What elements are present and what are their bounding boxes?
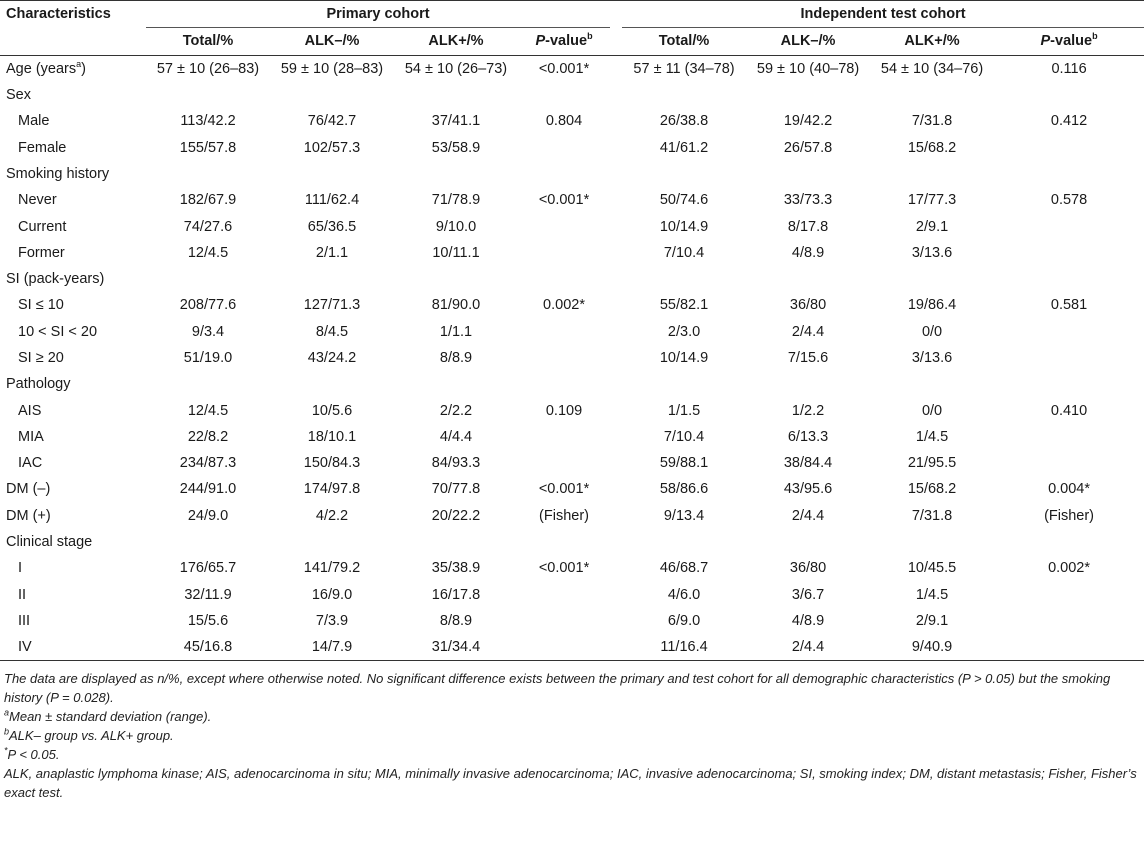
row-label: MIA [18,428,44,445]
table-row [0,187,1144,213]
table-cell: 2/4.4 [791,323,825,340]
table-cell [518,266,610,292]
table-cell: 127/71.3 [303,297,361,314]
table-cell: (Fisher) [1044,507,1095,524]
table-cell: 0/0 [921,402,943,419]
table-cell: 0.581 [1050,297,1088,314]
row-label: Smoking history [6,165,110,182]
table-cell: 0.002* [543,297,585,314]
table-row [0,608,1144,634]
table-cell [870,371,994,397]
table-cell: 2/1.1 [315,244,349,261]
row-label: Current [18,218,67,235]
table-cell: 16/9.0 [311,586,353,603]
table-cell [394,82,518,108]
table-row [0,555,1144,581]
table-cell [518,161,610,187]
table-cell [270,161,394,187]
row-label: Never [18,192,57,209]
table-cell: 8/4.5 [315,323,349,340]
table-cell: 10/14.9 [659,218,709,235]
table-cell: 8/17.8 [787,218,829,235]
table-cell: 11/16.4 [622,634,746,661]
table-cell: 1/4.5 [915,428,949,445]
row-label: Male [18,113,50,130]
table-cell: 24/9.0 [187,507,229,524]
footnote-a: $^a$Mean ± standard deviation (range). [4,708,212,725]
table-row [0,582,1144,608]
header-row-columns [0,28,1144,55]
table-cell [746,161,870,187]
table-cell: 7/10.4 [663,244,705,261]
table-cell: 113/42.2 [180,113,236,130]
table-cell: 41/61.2 [659,139,709,156]
table-cell: 7/31.8 [911,113,953,130]
row-label: DM (–) [6,481,51,498]
table-cell: <0.001* [538,60,590,77]
table-cell [394,371,518,397]
row-label: AIS [18,402,42,419]
table-cell: 1/1.1 [439,323,473,340]
table-cell: 43/24.2 [307,350,357,366]
table-cell: 7/3.9 [315,612,349,629]
table-cell [622,529,746,555]
table-cell: 10/14.9 [659,350,709,366]
table-cell: 15/5.6 [187,612,229,629]
row-label: IV [0,634,146,661]
table-cell: 76/42.7 [307,113,357,130]
table-cell: 15/68.2 [907,481,957,498]
table-cell: 9/40.9 [870,634,994,661]
table-cell: 1/4.5 [915,586,949,603]
table-cell [394,529,518,555]
table-cell [994,266,1144,292]
table-cell: 51/19.0 [183,350,233,366]
table-cell [622,266,746,292]
table-cell: 2/2.2 [439,402,473,419]
table-cell [146,266,270,292]
table-cell [270,529,394,555]
table-cell: 9/10.0 [435,218,477,235]
table-cell: 8/8.9 [439,612,473,629]
table-cell: 4/4.4 [439,428,473,445]
table-cell: 0/0 [921,323,943,340]
table-cell [518,450,610,476]
table-cell [270,82,394,108]
table-cell: <0.001* [538,481,590,498]
table-cell: 15/68.2 [907,139,957,156]
table-cell: 150/84.3 [303,455,361,472]
col-alk-neg-test: ALK–/% [746,28,870,55]
table-cell: 32/11.9 [184,586,232,603]
table-cell: 0.410 [1050,402,1088,419]
col-alk-neg-primary: ALK–/% [270,28,394,55]
table-cell: 244/91.0 [179,481,237,498]
table-cell: 9/13.4 [663,507,705,524]
table-cell: 1/1.5 [667,402,701,419]
table-cell: 208/77.6 [179,297,237,314]
table-row [0,476,1144,502]
table-cell: 43/95.6 [783,481,833,498]
table-cell [518,82,610,108]
table-cell [994,240,1144,266]
table-cell [146,82,270,108]
table-cell: 8/8.9 [439,350,473,366]
table-cell: 0.804 [545,113,583,130]
table-cell: 7/31.8 [911,507,953,524]
table-cell: 57 ± 10 (26–83) [156,60,260,77]
table-cell: 0.109 [545,402,583,419]
table-cell: 26/38.8 [659,113,709,130]
table-cell [518,134,610,160]
table-cell [518,582,610,608]
table-cell: 21/95.5 [907,455,957,472]
table-cell: 84/93.3 [431,455,481,472]
table-cell: 16/17.8 [431,586,481,603]
row-label: I [18,560,23,577]
row-label: Clinical stage [6,534,93,551]
table-cell: (Fisher) [539,507,589,524]
table-cell [518,371,610,397]
table-cell: 2/9.1 [915,612,949,629]
table-row [0,345,1144,371]
table-cell: 4/6.0 [667,586,701,603]
table-cell [518,424,610,450]
table-cell [870,161,994,187]
table-row [0,292,1144,318]
table-cell [394,266,518,292]
footnote-main: The data are displayed as n/%, except where otherwise noted. No significant difference exists between the primary and test cohort for all demographic characteristics (P > 0.05) but the smoking history (P = 0.028). [4,671,1111,706]
table-cell: 0.116 [1051,60,1087,77]
table-cell [994,213,1144,239]
table-cell: 7/15.6 [787,350,829,366]
table-footnotes [0,661,1144,802]
table-cell: 14/7.9 [270,634,394,661]
table-cell [870,82,994,108]
table-cell [746,529,870,555]
row-label: 10 < SI < 20 [18,323,98,340]
characteristics-header: Characteristics [0,1,146,28]
row-label: Pathology [6,376,71,393]
table-row [0,161,1144,187]
table-cell [994,582,1144,608]
table-cell: 3/6.7 [791,586,825,603]
row-label: Former [18,244,65,261]
table-cell: 38/84.4 [783,455,833,472]
row-label: SI ≤ 10 [18,297,64,314]
table-cell: 54 ± 10 (26–73) [404,60,508,77]
table-cell: 176/65.7 [179,560,237,577]
table-cell: 37/41.1 [431,113,481,130]
table-cell: 234/87.3 [179,455,237,472]
table-cell: 0.004* [1048,481,1091,498]
table-row [0,503,1144,529]
table-cell [994,82,1144,108]
table-cell: 182/67.9 [179,192,237,209]
table-cell: 12/4.5 [187,244,229,261]
table-cell [622,161,746,187]
row-label: II [18,586,27,603]
table-row [0,213,1144,239]
col-total-primary: Total/% [146,28,270,55]
table-cell: 2/3.0 [667,323,701,340]
table-cell: 102/57.3 [303,139,361,156]
table-cell: 36/80 [789,560,827,577]
table-cell: 0.412 [1050,113,1088,130]
table-cell [270,266,394,292]
table-row [0,529,1144,555]
footnote-b: $^b$ALK– group vs. ALK+ group. [4,727,174,744]
table-cell: 59 ± 10 (40–78) [756,60,860,77]
row-label: Female [18,139,67,156]
table-cell: 70/77.8 [431,481,481,498]
table-row-age [0,55,1144,82]
table-cell [518,345,610,371]
table-cell [994,371,1144,397]
table-cell [994,161,1144,187]
table-cell [994,529,1144,555]
table-cell [518,319,610,345]
table-cell: 9/3.4 [191,323,225,340]
table-cell [518,608,610,634]
table-row [0,240,1144,266]
table-row [0,397,1144,423]
table-cell: 55/82.1 [659,297,709,314]
table-cell [994,450,1144,476]
footnote-star: *P < 0.05. [4,746,60,763]
table-row [0,108,1144,134]
col-alk-pos-primary: ALK+/% [394,28,518,55]
table-cell: 10/45.5 [907,560,957,577]
table-cell [746,266,870,292]
table-cell: 19/86.4 [907,297,957,314]
table-cell: 1/2.2 [791,402,825,419]
table-cell: 174/97.8 [303,481,361,498]
table-cell: 26/57.8 [783,139,833,156]
row-label: Sex [6,87,31,104]
table-cell: 36/80 [789,297,827,314]
row-label: III [18,612,31,629]
col-pvalue-primary: P-value$^b$ [518,28,610,55]
table-cell: 81/90.0 [431,297,481,314]
table-cell [870,529,994,555]
table-cell: 141/79.2 [303,560,361,577]
row-label: IAC [18,455,43,472]
table-cell: 10/5.6 [311,402,353,419]
table-cell: <0.001* [538,192,590,209]
table-cell: <0.001* [538,560,590,577]
table-cell: 0.002* [1048,560,1091,577]
table-cell: 7/10.4 [663,428,705,445]
table-cell: 65/36.5 [307,218,357,235]
test-cohort-header: Independent test cohort [622,1,1144,28]
table-row [0,134,1144,160]
header-row-groups [0,1,1144,28]
table-row [0,450,1144,476]
row-label: Age (years$^a$) [6,58,86,77]
table-row [0,266,1144,292]
table-cell [518,240,610,266]
table-cell: 2/4.4 [746,634,870,661]
table-cell: 71/78.9 [431,192,481,209]
table-cell: 18/10.1 [307,428,357,445]
table-cell [394,161,518,187]
table-cell [622,371,746,397]
table-cell: 58/86.6 [659,481,709,498]
table-cell [994,608,1144,634]
table-cell [994,424,1144,450]
table-cell: 3/13.6 [911,350,953,366]
table-cell [146,161,270,187]
table-cell [870,266,994,292]
table-cell: 4/2.2 [315,507,349,524]
row-label: DM (+) [6,507,51,524]
table-cell: 59 ± 10 (28–83) [280,60,384,77]
table-cell: 10/11.1 [432,244,480,261]
table-cell: 4/8.9 [791,244,825,261]
table-cell: 53/58.9 [431,139,481,156]
table-cell [146,529,270,555]
table-cell: 6/9.0 [667,612,701,629]
table-row [0,82,1144,108]
table-row [0,371,1144,397]
table-cell: 3/13.6 [911,244,953,261]
table-cell: 50/74.6 [659,192,709,209]
primary-cohort-header: Primary cohort [146,1,610,28]
col-total-test: Total/% [622,28,746,55]
table-cell: 57 ± 11 (34–78) [633,60,735,77]
table-cell [622,82,746,108]
table-cell: 46/68.7 [659,560,709,577]
table-cell [518,634,610,661]
table-cell: 33/73.3 [783,192,833,209]
table-cell [994,345,1144,371]
table-cell: 74/27.6 [183,218,233,235]
table-cell: 0.578 [1050,192,1088,209]
table-cell: 12/4.5 [187,402,229,419]
table-cell: 2/9.1 [915,218,949,235]
table-cell [994,634,1144,661]
table-cell [518,213,610,239]
table-cell: 45/16.8 [146,634,270,661]
table-cell: 59/88.1 [659,455,709,472]
table-cell [146,371,270,397]
table-cell: 111/62.4 [304,192,360,209]
table-cell: 4/8.9 [791,612,825,629]
table-cell: 2/4.4 [791,507,825,524]
table-row [0,634,1144,661]
col-alk-pos-test: ALK+/% [870,28,994,55]
footnote-abbreviations: ALK, anaplastic lymphoma kinase; AIS, adenocarcinoma in situ; MIA, minimally invasive adenocarcinoma; IAC, invasive adenocarcinoma; SI, smoking index; DM, distant metastasis; Fisher, Fisher’s exact test. [4,766,1137,801]
table-cell [994,134,1144,160]
table-cell: 19/42.2 [783,113,833,130]
col-pvalue-test: P-value$^b$ [994,28,1144,55]
table-cell [746,82,870,108]
table-cell [518,529,610,555]
table-cell: 31/34.4 [394,634,518,661]
table-cell: 17/77.3 [907,192,957,209]
table-cell: 20/22.2 [431,507,481,524]
table-row [0,424,1144,450]
table-cell: 155/57.8 [179,139,237,156]
table-cell: 54 ± 10 (34–76) [880,60,984,77]
table-cell [994,319,1144,345]
table-cell: 35/38.9 [431,560,481,577]
table-cell: 22/8.2 [187,428,229,445]
row-label: SI (pack-years) [6,271,105,288]
table-row [0,319,1144,345]
table-cell [270,371,394,397]
table-cell [746,371,870,397]
row-label: SI ≥ 20 [18,350,64,366]
table-cell: 6/13.3 [787,428,829,445]
